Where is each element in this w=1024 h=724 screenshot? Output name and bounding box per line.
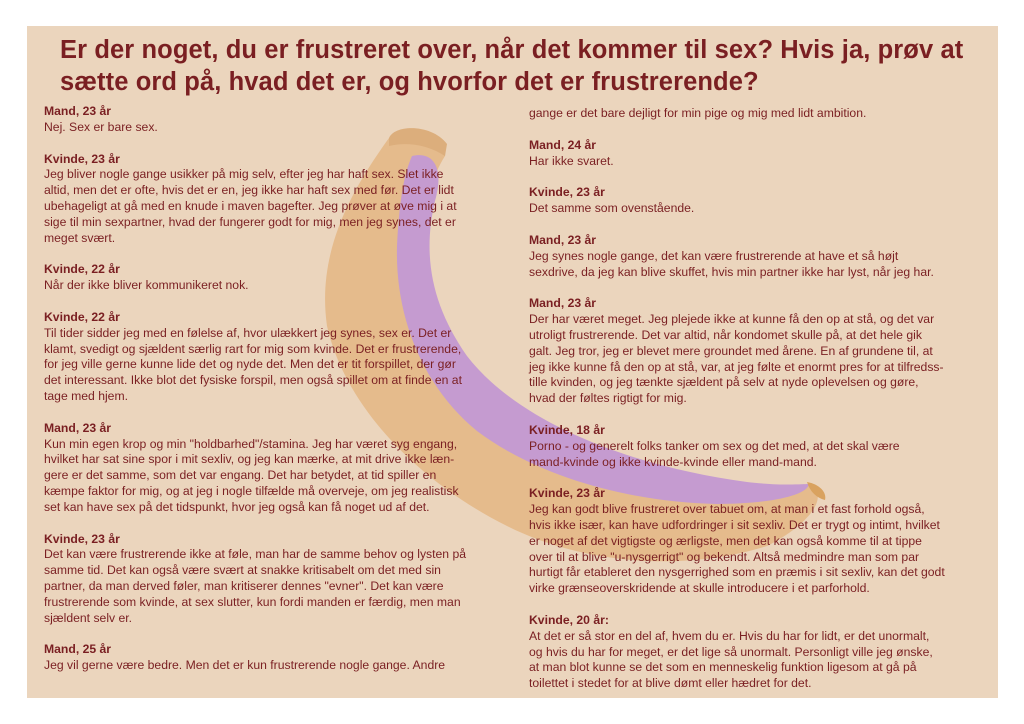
testimonial-speaker: Kvinde, 18 år <box>529 422 605 437</box>
testimonial-speaker: Kvinde, 22 år <box>44 262 120 277</box>
testimonial <box>529 486 995 597</box>
testimonial <box>44 421 510 516</box>
left-column <box>44 104 510 690</box>
testimonial-answer: Jeg vil gerne være bedre. Men det er kun frustrerende nogle gange. Andre <box>44 658 446 673</box>
right-column <box>529 106 995 698</box>
testimonial-speaker: Mand, 23 år <box>44 420 112 435</box>
testimonial <box>44 532 510 627</box>
testimonial-answer: gange er det bare dejligt for min pige og mig med lidt ambition. <box>529 106 867 120</box>
testimonial <box>529 423 995 470</box>
testimonial-speaker: Kvinde, 23 år <box>44 531 120 546</box>
testimonial <box>529 613 995 692</box>
page-panel <box>27 26 998 698</box>
testimonial-speaker: Mand, 23 år <box>44 104 112 118</box>
testimonial-answer: Når der ikke bliver kommunikeret nok. <box>44 278 249 293</box>
page-title: Er der noget, du er frustreret over, når det kommer til sex? Hvis ja, prøv at sætte ord på, hvad det er, og hvorfor det er frustrerende? <box>60 36 964 96</box>
testimonial-speaker: Mand, 24 år <box>529 137 597 152</box>
testimonial-answer: Har ikke svaret. <box>529 153 614 168</box>
testimonial-answer: At det er så stor en del af, hvem du er. Hvis du har for lidt, er det unormalt, og hvis du har for meget, er det lige så unormalt. Personligt ville jeg ønske, at man blot kunne se det som en menneskelig funktion ligesom at gå på toilettet i stedet for at blive dømt eller hædret for det. <box>529 628 933 691</box>
testimonial-answer: Der har været meget. Jeg plejede ikke at kunne få den op at stå, og det var utroligt frustrerende. Det var altid, når kondomet skulle på, at det hele gik galt. Jeg tror, jeg er blevet mere groundet med årene. En af grundene til, at jeg ikke kunne få den op at stå, var, at jeg følte et enormt pres for at tilfredss- tille kvinden, og jeg tænkte sjældent på selv at nyde oplevelsen og gøre, hvad der føltes rigtigt for mig. <box>529 312 944 406</box>
testimonial-continued <box>529 106 995 122</box>
testimonial <box>44 310 510 405</box>
testimonial-answer: Nej. Sex er bare sex. <box>44 119 158 134</box>
testimonial-speaker: Kvinde, 23 år <box>529 185 605 200</box>
testimonial-speaker: Mand, 25 år <box>44 642 112 657</box>
testimonial-speaker: Mand, 23 år <box>529 296 597 311</box>
testimonial <box>529 185 995 217</box>
testimonial <box>44 104 510 136</box>
testimonial <box>529 233 995 280</box>
testimonial-speaker: Mand, 23 år <box>529 232 597 247</box>
testimonial-answer: Jeg synes nogle gange, det kan være frustrerende at have et så højt sexdrive, da jeg kan blive skuffet, hvis min partner ikke har lyst, når jeg har. <box>529 248 934 279</box>
testimonial <box>44 642 510 674</box>
testimonial <box>529 138 995 170</box>
testimonial-speaker: Kvinde, 22 år <box>44 309 120 324</box>
testimonial-answer: Til tider sidder jeg med en følelse af, hvor ulækkert jeg synes, sex er. Det er klamt, svedigt og sjældent særlig rart for mig som kvinde. Det er frustrerende, for jeg ville gerne kunne lide det og nyde det. Men det er tit forspillet, der gør det interessant. Ikke blot det fysiske forspil, men også spillet om at finde en at tage med hjem. <box>44 325 462 403</box>
testimonial <box>44 262 510 294</box>
testimonial-answer: Kun min egen krop og min "holdbarhed"/stamina. Jeg har været syg engang, hvilket har sat sine spor i mit sexliv, og jeg kan mærke, at mit drive ikke læn- gere er det samme, som det var engang. Det har betydet, at tid spiller en kæmpe faktor for mig, og at jeg i nogle tilfælde må overveje, om jeg realistisk set kan have sex på det tidspunkt, hvor jeg også kan få noget ud af det. <box>44 436 459 514</box>
testimonial-speaker: Kvinde, 23 år <box>44 151 120 166</box>
testimonial-answer: Det kan være frustrerende ikke at føle, man har de samme behov og lysten på samme tid. Det kan også være svært at snakke kritisabelt om det med sin partner, da man derved føler, man kritiserer dennes "evner". Det kan være frustrerende som kvinde, at sex slutter, kun fordi manden er færdig, men man sjældent selv er. <box>44 547 467 625</box>
testimonial-speaker: Kvinde, 23 år <box>529 486 605 501</box>
testimonial-answer: Jeg kan godt blive frustreret over tabuet om, at man i et fast forhold også, hvis ikke især, kan have udfordringer i sit sexliv. Det er trygt og intimt, hvilket er noget af det vigtigste og ærligste, men det kan også komme til at tippe over til at blive "u-nysgerrigt" og bekendt. Altså medmindre man som par hurtigt får etableret den nysgerrighed som en præmis i sit sexliv, kan det godt virke grænseoverskridende at skulle introducere i et parforhold. <box>529 502 945 596</box>
testimonial <box>529 296 995 407</box>
testimonial <box>44 152 510 247</box>
testimonial-answer: Porno - og generelt folks tanker om sex og det med, at det skal være mand-kvinde og ikke kvinde-kvinde eller mand-mand. <box>529 438 900 469</box>
testimonial-speaker: Kvinde, 20 år: <box>529 612 609 627</box>
testimonial-answer: Det samme som ovenstående. <box>529 201 695 216</box>
testimonial-answer: Jeg bliver nogle gange usikker på mig selv, efter jeg har haft sex. Slet ikke altid, men det er ofte, hvis det er en, jeg ikke har haft sex med før. Det er lidt ubehageligt at gå med en knude i maven bagefter. Jeg prøver at øve mig i at sige til min sexpartner, hvad der fungerer godt for mig, men jeg synes, det er meget svært. <box>44 167 457 245</box>
